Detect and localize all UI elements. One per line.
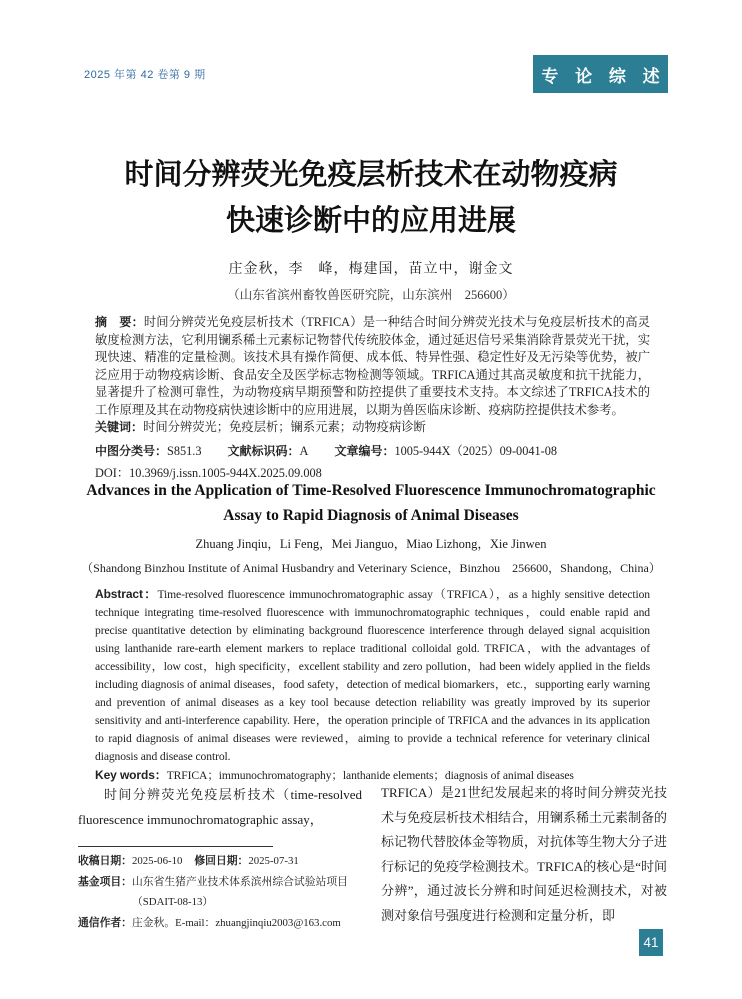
authors-en: Zhuang Jinqiu，Li Feng，Mei Jianguo，Miao Lizhong，Xie Jinwen — [195, 537, 547, 551]
cn-abstract-block — [95, 314, 650, 483]
footnote-fund — [78, 872, 362, 913]
abstract-en-text: Time-resolved fluorescence immunochromatographic assay（TRFICA），as a highly sensitive detection technique integrating time-resolved fluorescence with immunochromatographic techniques，could enable rapid and precise quantitative detection by eliminating background fluorescence interference through delayed signal acquisition using lanthanide rare-earth element markers to replace traditional colloidal gold. TRFICA，with the advantages of accessibility，low cost，high specificity，excellent stability and zero pollution，had been widely applied in the fields including diagnosis of animal diseases，food safety，detection of medical biomarkers，etc.，supporting early warning and prevention of animal diseases as a key tool because detection reliability was greatly improved by its superior sensitivity and anti-interference capability. Here，the operation principle of TRFICA and the advances in its application to rapid diagnosis of animal diseases were reviewed，aiming to provide a technical reference for veterinary clinical diagnosis and disease control. — [95, 588, 650, 763]
footnote-corresponding — [78, 913, 362, 934]
revised-label: 修回日期： — [194, 855, 249, 867]
article-title-cn — [0, 152, 742, 244]
article-title-cn-line1: 时间分辨荧光免疫层析技术在动物疫病 — [124, 159, 618, 191]
keywords-en-label: Key words： — [95, 768, 167, 782]
abstract-en-label: Abstract： — [95, 587, 158, 601]
body-paragraph-left: 时间分辨荧光免疫层析技术（time-resolved fluorescence immunochromatographic assay， — [78, 787, 362, 827]
doc-code-label: 文献标识码： — [227, 443, 300, 458]
received-date: 2025-06-10 — [131, 855, 183, 867]
footnote-divider — [78, 846, 273, 847]
doi-value: 10.3969/j.issn.1005-944X.2025.09.008 — [129, 466, 322, 480]
article-title-en — [0, 478, 742, 528]
affiliation-cn: （山东省滨州畜牧兽医研究院，山东滨州 256600） — [227, 288, 515, 302]
keywords-cn — [95, 419, 650, 437]
article-title-en-line2: Assay to Rapid Diagnosis of Animal Diseases — [223, 507, 519, 524]
corresponding-text: 庄金秋。E-mail：zhuangjinqiu2003@163.com — [131, 916, 341, 929]
fund-label: 基金项目： — [78, 875, 132, 888]
keywords-cn-text: 时间分辨荧光；免疫层析；镧系元素；动物疫病诊断 — [143, 420, 426, 434]
article-no-value: 1005-944X（2025）09-0041-08 — [394, 443, 558, 458]
meta-line — [95, 443, 650, 461]
keywords-en-text: TRFICA；immunochromatography；lanthanide elements；diagnosis of animal diseases — [166, 769, 574, 782]
fund-text: 山东省生猪产业技术体系滨州综合试验站项目（SDAIT-08-13） — [131, 875, 348, 908]
doi-label: DOI： — [95, 466, 130, 480]
revised-date: 2025-07-31 — [248, 855, 299, 867]
received-label: 收稿日期： — [78, 855, 132, 867]
affiliation-en: （Shandong Binzhou Institute of Animal Husbandry and Veterinary Science，Binzhou 256600，Shandong，China） — [81, 561, 661, 575]
en-abstract-block — [95, 585, 650, 785]
abstract-cn-text: 时间分辨荧光免疫层析技术（TRFICA）是一种结合时间分辨荧光技术与免疫层析技术的高灵敏度检测方法，它利用镧系稀土元素标记物替代传统胶体金，通过延迟信号采集消除背景荧光干扰，实现快速、精准的定量检测。该技术具有操作简便、成本低、特异性强、稳定性好及无污染等优势，被广泛应用于动物疫病诊断、食品安全及医学标志物检测等领域。TRFICA通过其高灵敏度和抗干扰能力，显著提升了检测可靠性，为动物疫病早期预警和防控提供了重要技术支持。本文综述了TRFICA技术的工作原理及其在动物疫病快速诊断中的应用进展，以期为兽医临床诊断、疫病防控提供技术参考。 — [95, 315, 650, 417]
clc-label: 中图分类号： — [95, 443, 168, 458]
abstract-cn — [95, 314, 650, 419]
doc-code-value: A — [299, 443, 309, 458]
body-paragraph-right: TRFICA）是21世纪发展起来的将时间分辨荧光技术与免疫层析技术相结合，用镧系稀土元素制备的标记物代替胶体金等物质，对抗体等生物大分子进行标记的免疫学检测技术。TRFICA的核心是“时间分辨”，通过波长分辨和时间延迟检测技术，对被测对象信号强度进行检测和定量分析，即 — [381, 785, 668, 923]
corresponding-label: 通信作者： — [78, 916, 132, 929]
article-no-label: 文章编号： — [334, 443, 395, 458]
body-column-right — [381, 781, 667, 928]
abstract-cn-label: 摘 要： — [95, 315, 144, 329]
authors-cn: 庄金秋，李 峰，梅建国，苗立中，谢金文 — [228, 262, 514, 277]
journal-issue: 2025 年第 42 卷第 9 期 — [84, 69, 206, 81]
clc-value: S851.3 — [167, 443, 202, 458]
body-column-left — [78, 783, 362, 933]
footnote-dates — [78, 851, 362, 872]
keywords-cn-label: 关键词： — [95, 420, 144, 434]
abstract-en — [95, 585, 650, 766]
page-number-badge: 41 — [639, 929, 663, 956]
footnotes — [78, 851, 362, 933]
column-badge: 专 论 综 述 — [533, 55, 668, 93]
article-title-cn-line2: 快速诊断中的应用进展 — [225, 205, 516, 237]
article-title-en-line1: Advances in the Application of Time-Resolved Fluorescence Immunochromatographic — [86, 482, 656, 499]
